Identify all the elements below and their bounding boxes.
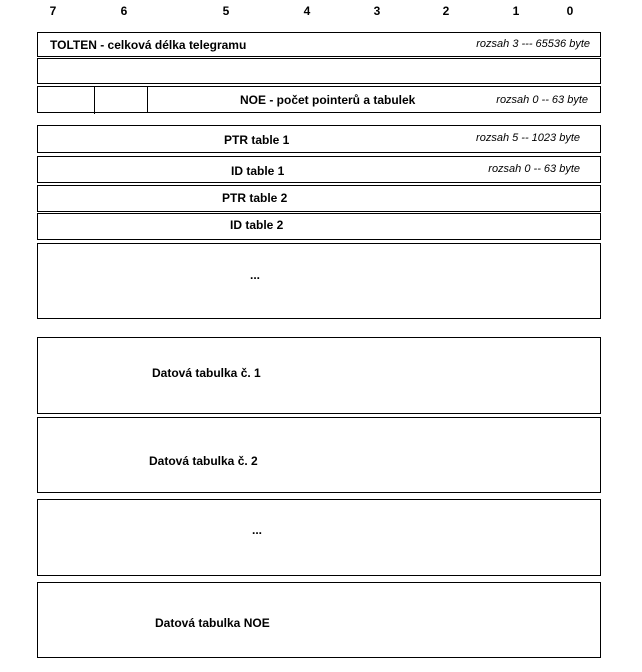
tolten-range: rozsah 3 --- 65536 byte bbox=[476, 38, 590, 50]
tolten-row bbox=[37, 32, 601, 57]
bit-5: 5 bbox=[222, 4, 230, 18]
bit-4: 4 bbox=[303, 4, 311, 18]
data-table-noe-block bbox=[37, 582, 601, 658]
tolten-second-byte-row bbox=[37, 58, 601, 84]
noe-divider-2 bbox=[147, 87, 148, 112]
noe-row bbox=[37, 86, 601, 113]
id-table-1-label: ID table 1 bbox=[231, 164, 285, 178]
data-table-1-label: Datová tabulka č. 1 bbox=[152, 366, 261, 380]
ptr-table-1-label: PTR table 1 bbox=[224, 133, 290, 147]
id-table-1-range: rozsah 0 -- 63 byte bbox=[488, 163, 580, 175]
data-table-2-label: Datová tabulka č. 2 bbox=[149, 454, 258, 468]
ptr-table-1-row bbox=[37, 125, 601, 153]
data-ellipsis-block bbox=[37, 499, 601, 576]
bit-3: 3 bbox=[373, 4, 381, 18]
tolten-label: TOLTEN - celková délka telegramu bbox=[50, 38, 247, 52]
ptr-table-2-row bbox=[37, 185, 601, 212]
ptr-table-2-label: PTR table 2 bbox=[222, 191, 288, 205]
ptr-table-1-range: rozsah 5 -- 1023 byte bbox=[476, 132, 580, 144]
bit-0: 0 bbox=[566, 4, 574, 18]
noe-label: NOE - počet pointerů a tabulek bbox=[240, 93, 416, 107]
bit-6: 6 bbox=[120, 4, 128, 18]
tables-ellipsis-block bbox=[37, 243, 601, 319]
noe-divider-1 bbox=[94, 87, 95, 114]
data-table-2-block bbox=[37, 417, 601, 493]
data-table-noe-label: Datová tabulka NOE bbox=[155, 616, 270, 630]
noe-range: rozsah 0 -- 63 byte bbox=[496, 94, 588, 106]
bit-2: 2 bbox=[442, 4, 450, 18]
id-table-2-row bbox=[37, 213, 601, 240]
id-table-1-row bbox=[37, 156, 601, 183]
data-table-1-block bbox=[37, 337, 601, 414]
tables-ellipsis: ... bbox=[250, 268, 261, 282]
bit-1: 1 bbox=[512, 4, 520, 18]
data-ellipsis: ... bbox=[252, 523, 263, 537]
id-table-2-label: ID table 2 bbox=[230, 218, 284, 232]
bit-7: 7 bbox=[49, 4, 57, 18]
